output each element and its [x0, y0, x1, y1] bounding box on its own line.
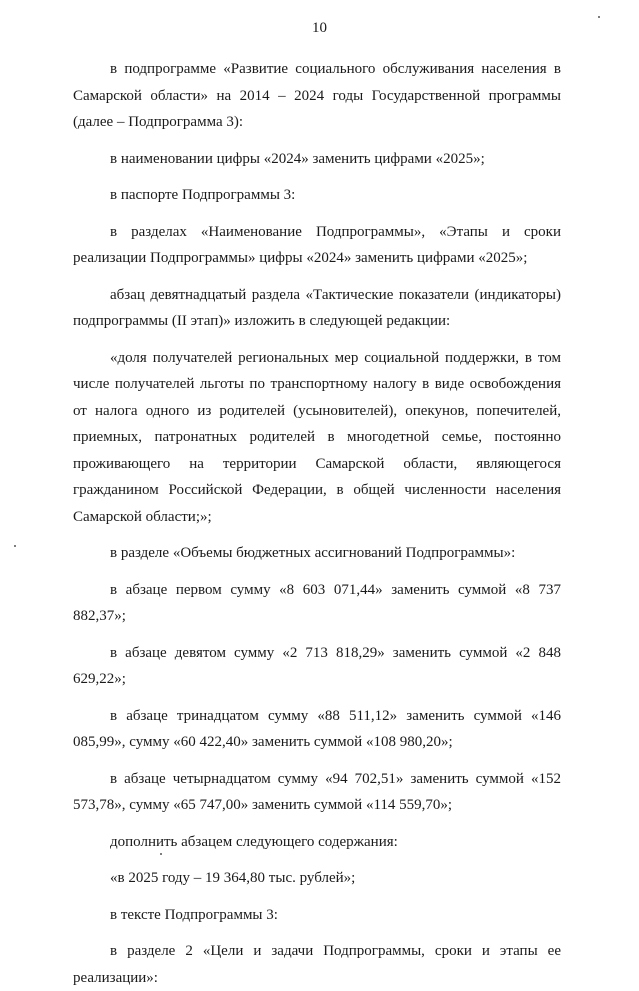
paragraph: в абзаце тринадцатом сумму «88 511,12» заменить суммой «146 085,99», сумму «60 422,40» заменить суммой «108 980,20»; — [73, 707, 561, 750]
page-number: 10 — [312, 20, 327, 36]
paragraph: в разделе 2 «Цели и задачи Подпрограммы, сроки и этапы ее реализации»: — [73, 943, 561, 986]
paragraph: в наименовании цифры «2024» заменить цифрами «2025»; — [110, 150, 485, 167]
paragraph: в подпрограмме «Развитие социального обслуживания населения в Самарской области» на 2014 – 2024 годы Государственной программы (далее – Подпрограмма 3): — [73, 61, 561, 130]
paragraph: в тексте Подпрограммы 3: — [110, 906, 278, 923]
scan-speck — [598, 16, 600, 18]
paragraph: дополнить абзацем следующего содержания: — [110, 833, 398, 850]
scan-speck — [160, 853, 162, 855]
paragraph: «в 2025 году – 19 364,80 тыс. рублей»; — [110, 870, 356, 886]
paragraph: в паспорте Подпрограммы 3: — [110, 187, 296, 203]
paragraph: в разделах «Наименование Подпрограммы», «Этапы и сроки реализации Подпрограммы» цифры «2024» заменить цифрами «2025»; — [73, 223, 561, 266]
scan-speck — [14, 545, 16, 547]
paragraph: в абзаце первом сумму «8 603 071,44» заменить суммой «8 737 882,37»; — [73, 581, 561, 624]
paragraph: в абзаце девятом сумму «2 713 818,29» заменить суммой «2 848 629,22»; — [73, 644, 561, 687]
document-body — [73, 56, 561, 991]
paragraph: в абзаце четырнадцатом сумму «94 702,51» заменить суммой «152 573,78», сумму «65 747,00» заменить суммой «114 559,70»; — [73, 770, 561, 813]
quoted-paragraph: «доля получателей региональных мер социальной поддержки, в том числе получателей льготы по транспортному налогу в виде освобождения от налога одного из родителей (усыновителей), опекунов, попечителей, приемных, патронатных родителей в многодетной семье, постоянно проживающего на территории Самарской области, являющегося гражданином Российской Федерации, в общей численности населения Самарской области;»; — [73, 349, 561, 525]
paragraph: абзац девятнадцатый раздела «Тактические показатели (индикаторы) подпрограммы (II этап)» изложить в следующей редакции: — [73, 286, 561, 329]
paragraph: в разделе «Объемы бюджетных ассигнований Подпрограммы»: — [110, 545, 516, 561]
